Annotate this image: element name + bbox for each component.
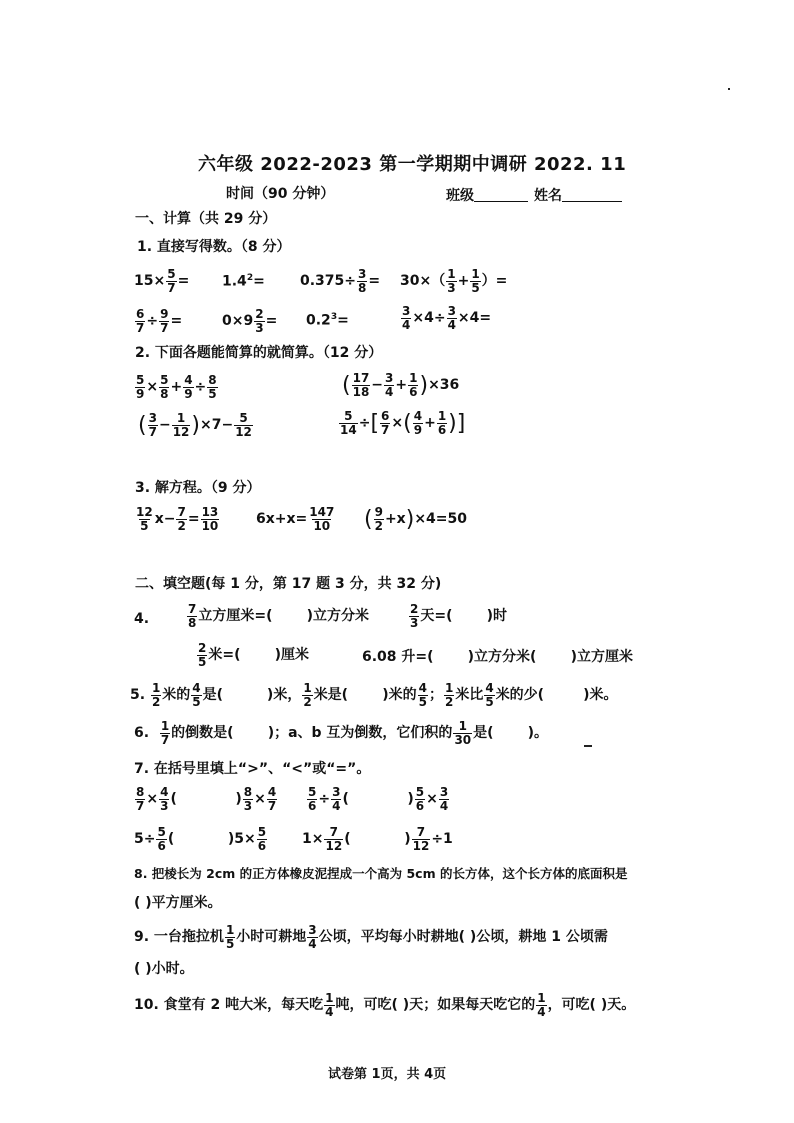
q4-item-4: 6.08 升=( )立方分米( )立方厘米 (362, 649, 633, 665)
q6-line: 6. $\frac{1}{7}$ 的倒数是( )；a、b 互为倒数，它们积的 $\frac{1}{30}$ 是( )。 (134, 719, 549, 747)
q2-item-3: ( $\frac{3}{7}$ − $\frac{1}{12}$ )×7− $\frac{5}{12}$ (138, 411, 252, 439)
name-blank (562, 187, 622, 202)
q2-item-4: $\frac{5}{14}$ ÷[ $\frac{6}{7}$ ×( $\frac{4}{9}$ + $\frac{1}{6}$ )] (340, 409, 466, 437)
q4-item-2: $\frac{2}{3}$ 天=( )时 (410, 602, 508, 630)
q7-item-4: 1× $\frac{7}{12}$ ( ) $\frac{7}{12}$ ÷1 (302, 825, 453, 853)
section-2-heading: 二、填空题(每 1 分，第 17 题 3 分，共 32 分) (135, 576, 442, 592)
q1-item-2: $1.4^2=$ (222, 273, 265, 290)
q4-number: 4. (134, 611, 150, 627)
q1-item-8: $\frac{3}{4}$ ×4÷ $\frac{3}{4}$ ×4= (402, 304, 492, 332)
q3-equation-2: 6x+x= $\frac{147}{10}$ (256, 505, 335, 533)
question-2-heading: 2. 下面各题能简算的就简算。（12 分） (135, 345, 383, 361)
scan-dot (728, 88, 730, 90)
q9-line-continued: ( )小时。 (134, 961, 194, 977)
q3-equation-1: $\frac{12}{5}$ x− $\frac{7}{2}$ = $\frac{13}{10}$ (136, 505, 219, 533)
q1-item-7: $0.2^3=$ (306, 312, 349, 329)
class-blank (474, 187, 528, 202)
q1-item-6: 0×9 $\frac{2}{3}$ = (222, 307, 278, 335)
name-label: 姓名 (534, 188, 562, 204)
q2-item-2: ( $\frac{17}{18}$ − $\frac{3}{4}$ + $\frac{1}{6}$ )×36 (342, 371, 460, 399)
time-label: 时间（90 分钟） (226, 186, 335, 202)
q2-item-1: $\frac{5}{9}$ × $\frac{5}{8}$ + $\frac{4}{9}$ ÷ $\frac{8}{5}$ (136, 373, 217, 401)
q9-line: 9. 一台拖拉机 $\frac{1}{5}$ 小时可耕地 $\frac{3}{4}$ 公顷，平均每小时耕地( )公顷，耕地 1 公顷需 (134, 923, 608, 951)
q10-line: 10. 食堂有 2 吨大米，每天吃 $\frac{1}{4}$ 吨，可吃( )天；如果每天吃它的 $\frac{1}{4}$ ，可吃( )天。 (134, 991, 636, 1019)
q4-item-3: $\frac{2}{5}$ 米=( )厘米 (198, 641, 310, 669)
q7-prompt: 7. 在括号里填上“>”、“<”或“=”。 (134, 761, 371, 777)
question-3-heading: 3. 解方程。（9 分） (135, 480, 261, 496)
class-label: 班级 (446, 188, 474, 204)
q7-item-2: $\frac{5}{6}$ ÷ $\frac{3}{4}$ ( ) $\frac{5}{6}$ × $\frac{3}{4}$ (308, 785, 449, 813)
section-1-heading: 一、计算（共 29 分） (135, 211, 277, 227)
q3-equation-3: ( $\frac{9}{2}$ +x)×4=50 (364, 505, 467, 533)
q1-item-1: 15× $\frac{5}{7}$ = (134, 267, 190, 295)
q4-item-1: $\frac{7}{8}$ 立方厘米=( )立方分米 (188, 602, 370, 630)
class-field (446, 187, 622, 203)
q7-item-1: $\frac{8}{7}$ × $\frac{4}{3}$ ( ) $\frac{8}{3}$ × $\frac{4}{7}$ (136, 785, 277, 813)
question-1-heading: 1. 直接写得数。（8 分） (137, 239, 291, 255)
q1-item-5: $\frac{6}{7}$ ÷ $\frac{9}{7}$ = (136, 307, 183, 335)
scan-mark (584, 745, 592, 747)
exam-title: 六年级 2022-2023 第一学期期中调研 2022. 11 (198, 154, 627, 175)
q8-text: 8. 把棱长为 2cm 的正方体橡皮泥捏成一个高为 5cm 的长方体，这个长方体的底面积是 (134, 866, 628, 881)
q1-item-3: 0.375÷ $\frac{3}{8}$ = (300, 267, 381, 295)
q1-item-4: 30×（ $\frac{1}{3}$ + $\frac{1}{5}$ ）= (400, 267, 508, 295)
q8-text-continued: ( )平方厘米。 (134, 895, 222, 911)
q7-item-3: 5÷ $\frac{5}{6}$ ( )5× $\frac{5}{6}$ (134, 825, 267, 853)
page-footer: 试卷第 1页，共 4页 (328, 1067, 447, 1082)
q5-line: 5. $\frac{1}{2}$ 米的 $\frac{4}{5}$ 是( )米， $\frac{1}{2}$ 米是( )米的 $\frac{4}{5}$ ； $\frac{1}{2}$ 米比 $\frac{4}{5}$ 米的少( )米。 (130, 681, 618, 709)
